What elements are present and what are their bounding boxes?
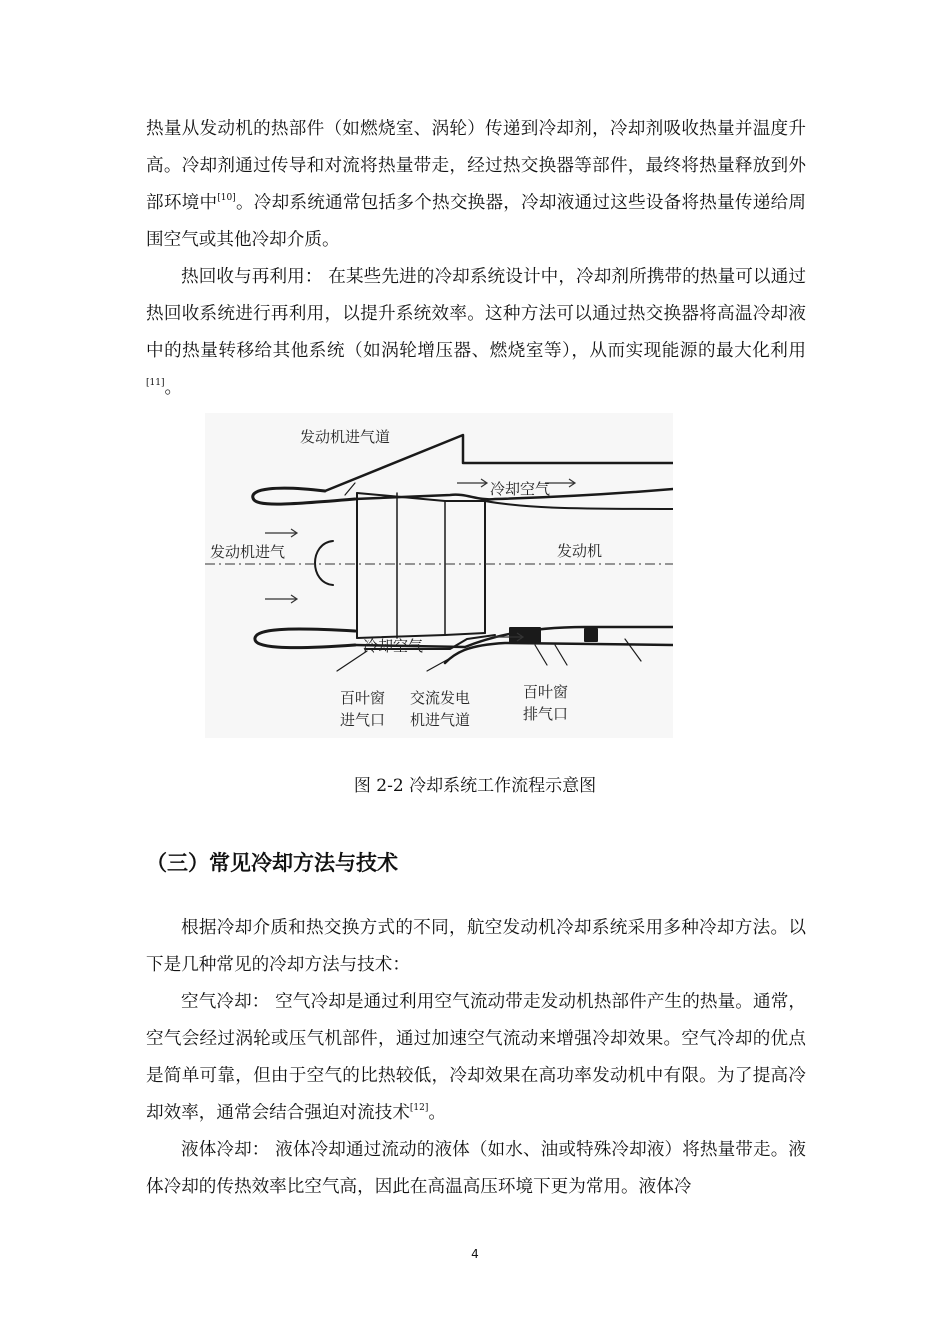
label-louver-inlet: 进气口 (340, 711, 386, 729)
paragraph-heat-transfer (146, 111, 806, 259)
alternator-box (585, 629, 597, 641)
citation-ref: [12] (409, 1103, 429, 1113)
label-louver-exhaust: 排气口 (523, 705, 569, 723)
page-number: 4 (471, 1247, 479, 1261)
paragraph-text: 热量从发动机的热部件（如燃烧室、涡轮）传递到冷却剂，冷却剂吸收热量并温度升高。冷却剂通过传导和对流将热量带走，经过热交换器等部件，最终将热量释放到外部环境中 (146, 119, 806, 213)
alternator-box (510, 628, 540, 642)
paragraph-text: 。 (428, 1103, 447, 1123)
paragraph-intro (146, 910, 806, 984)
label-cooling-air-bottom: 冷却空气 (363, 637, 424, 655)
section-heading: （三）常见冷却方法与技术 (146, 851, 398, 875)
label-alternator-duct: 交流发电 (410, 689, 471, 707)
label-engine: 发动机 (557, 542, 603, 560)
label-intake-duct: 发动机进气道 (300, 428, 391, 446)
citation-ref: [11] (146, 378, 165, 388)
label-engine-intake: 发动机进气 (210, 543, 286, 561)
paragraph-text: 。冷却系统通常包括多个热交换器，冷却液通过这些设备将热量传递给周围空气或其他冷却介质。 (146, 193, 806, 250)
label-louver-inlet: 百叶窗 (340, 689, 386, 707)
cooling-system-diagram (205, 413, 673, 738)
label-louver-exhaust: 百叶窗 (523, 683, 569, 701)
paragraph-liquid-cooling (146, 1132, 806, 1206)
figure-caption: 图 2-2 冷却系统工作流程示意图 (353, 776, 597, 796)
label-cooling-air-top: 冷却空气 (490, 480, 551, 498)
label-alternator-duct: 机进气道 (410, 711, 471, 729)
citation-ref: [10] (217, 193, 236, 203)
paragraph-air-cooling (146, 984, 806, 1132)
paragraph-text: 液体冷却： 液体冷却通过流动的液体（如水、油或特殊冷却液）将热量带走。液体冷却的传热效率比空气高，因此在高温高压环境下更为常用。液体冷 (146, 1140, 806, 1197)
paragraph-heat-recovery (146, 259, 806, 407)
paragraph-text: 。 (164, 378, 183, 398)
paragraph-text: 热回收与再利用： 在某些先进的冷却系统设计中，冷却剂所携带的热量可以通过热回收系统进行再利用，以提升系统效率。这种方法可以通过热交换器将高温冷却液中的热量转移给其他系统（如涡轮增压器、燃烧室等），从而实现能源的最大化利用 (146, 267, 806, 361)
paragraph-text: 空气冷却： 空气冷却是通过利用空气流动带走发动机热部件产生的热量。通常，空气会经过涡轮或压气机部件，通过加速空气流动来增强冷却效果。空气冷却的优点是简单可靠，但由于空气的比热较低，冷却效果在高功率发动机中有限。为了提高冷却效率，通常会结合强迫对流技术 (146, 992, 806, 1123)
paragraph-text: 根据冷却介质和热交换方式的不同，航空发动机冷却系统采用多种冷却方法。以下是几种常见的冷却方法与技术： (146, 918, 806, 975)
